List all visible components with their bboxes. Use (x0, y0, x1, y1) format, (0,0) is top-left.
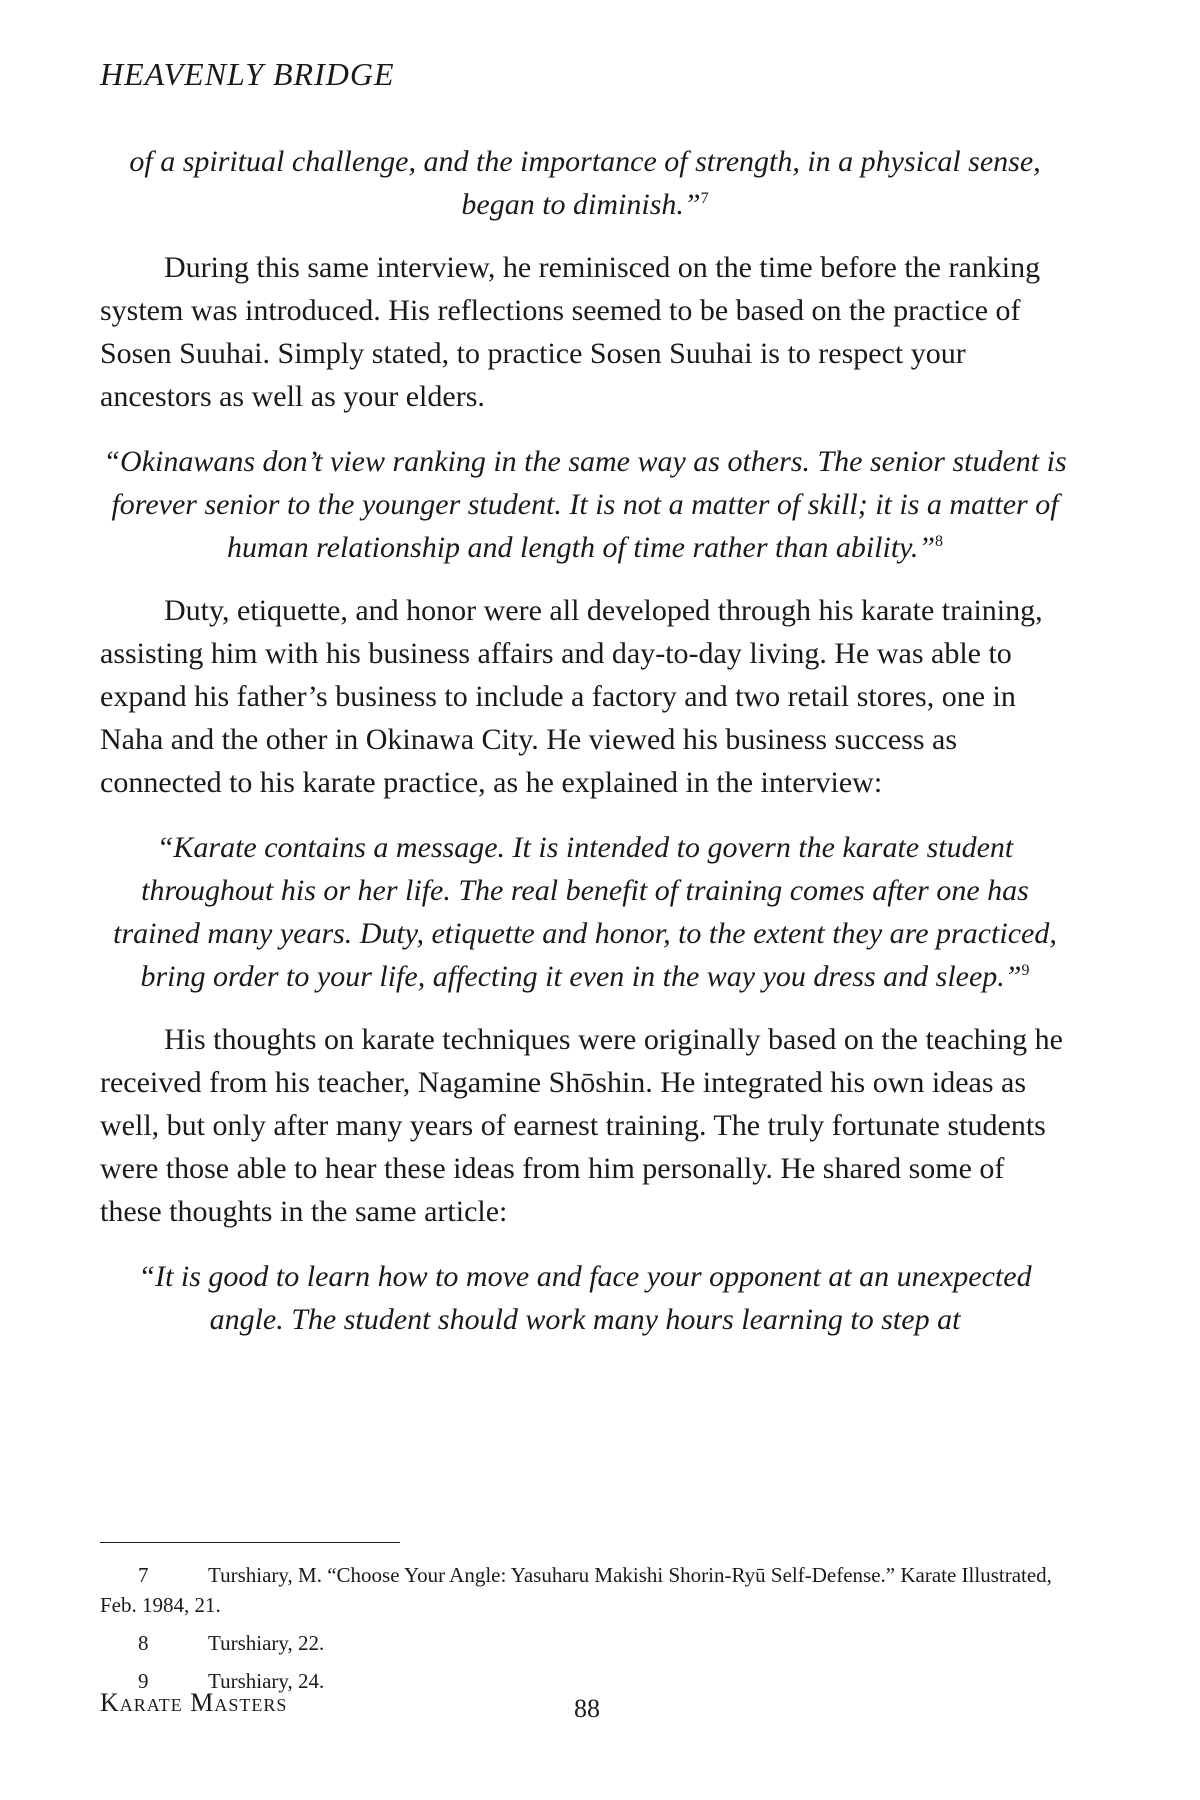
block-quote (100, 826, 1070, 998)
paragraph: His thoughts on karate techniques were originally based on the teaching he received from his teacher, Nagamine Shōshin. He integrated his own ideas as well, but only after many years of earnest training. The truly fortunate students were those able to hear these ideas from him personally. He shared some of these thoughts in the same article: (100, 1023, 1063, 1228)
footnote-ref: 9 (1021, 962, 1030, 979)
quote-text: “Karate contains a message. It is intended to govern the karate student throughout his or her life. The real benefit of training comes after one has trained many years. Duty, etiquette and honor, to the extent they are practiced, bring order to your life, affecting it even in the way you dress and sleep.” (113, 831, 1057, 993)
block-quote (100, 1255, 1070, 1341)
footnote-ref: 7 (700, 190, 709, 207)
footnote (100, 1628, 1070, 1658)
footnote-number: 9 (138, 1669, 149, 1693)
body-text (100, 140, 1070, 1361)
footnote-number: 7 (138, 1563, 149, 1587)
paragraph: Duty, etiquette, and honor were all developed through his karate training, assisting him with his business affairs and day-to-day living. He was able to expand his father’s business to include a factory and two retail stores, one in Naha and the other in Okinawa City. He viewed his business success as connected to his karate practice, as he explained in the interview: (100, 594, 1043, 799)
page-number: 88 (574, 1694, 600, 1723)
quote-text: of a spiritual challenge, and the importance of strength, in a physical sense, began to diminish.” (129, 145, 1041, 221)
footnote (100, 1560, 1070, 1620)
footnote-text: Turshiary, M. “Choose Your Angle: Yasuharu Makishi Shorin-Ryū Self-Defense.” Karate Illustrated, Feb. 1984, 21. (100, 1563, 1052, 1617)
block-quote (100, 440, 1070, 569)
book-page (100, 0, 1070, 1800)
block-quote-continuation (100, 140, 1070, 226)
footnote-text: Turshiary, 24. (208, 1669, 325, 1693)
footnote-text: Turshiary, 22. (208, 1631, 325, 1655)
running-head: HEAVENLY BRIDGE (100, 56, 395, 92)
running-foot: Karate Masters (100, 1688, 288, 1717)
footnote-ref: 8 (935, 533, 944, 550)
paragraph: During this same interview, he reminisced on the time before the ranking system was introduced. His reflections seemed to be based on the practice of Sosen Suuhai. Simply stated, to practice Sosen Suuhai is to respect your ancestors as well as your elders. (100, 251, 1041, 413)
quote-text: “It is good to learn how to move and face your opponent at an unexpected angle. The student should work many hours learning to step at (138, 1260, 1032, 1336)
footnote-number: 8 (138, 1631, 149, 1655)
footnotes (100, 1560, 1070, 1704)
quote-text: “Okinawans don’t view ranking in the same way as others. The senior student is forever senior to the younger student. It is not a matter of skill; it is a matter of human relationship and length of time rather than ability.” (103, 445, 1067, 564)
footnote-divider (100, 1542, 400, 1543)
